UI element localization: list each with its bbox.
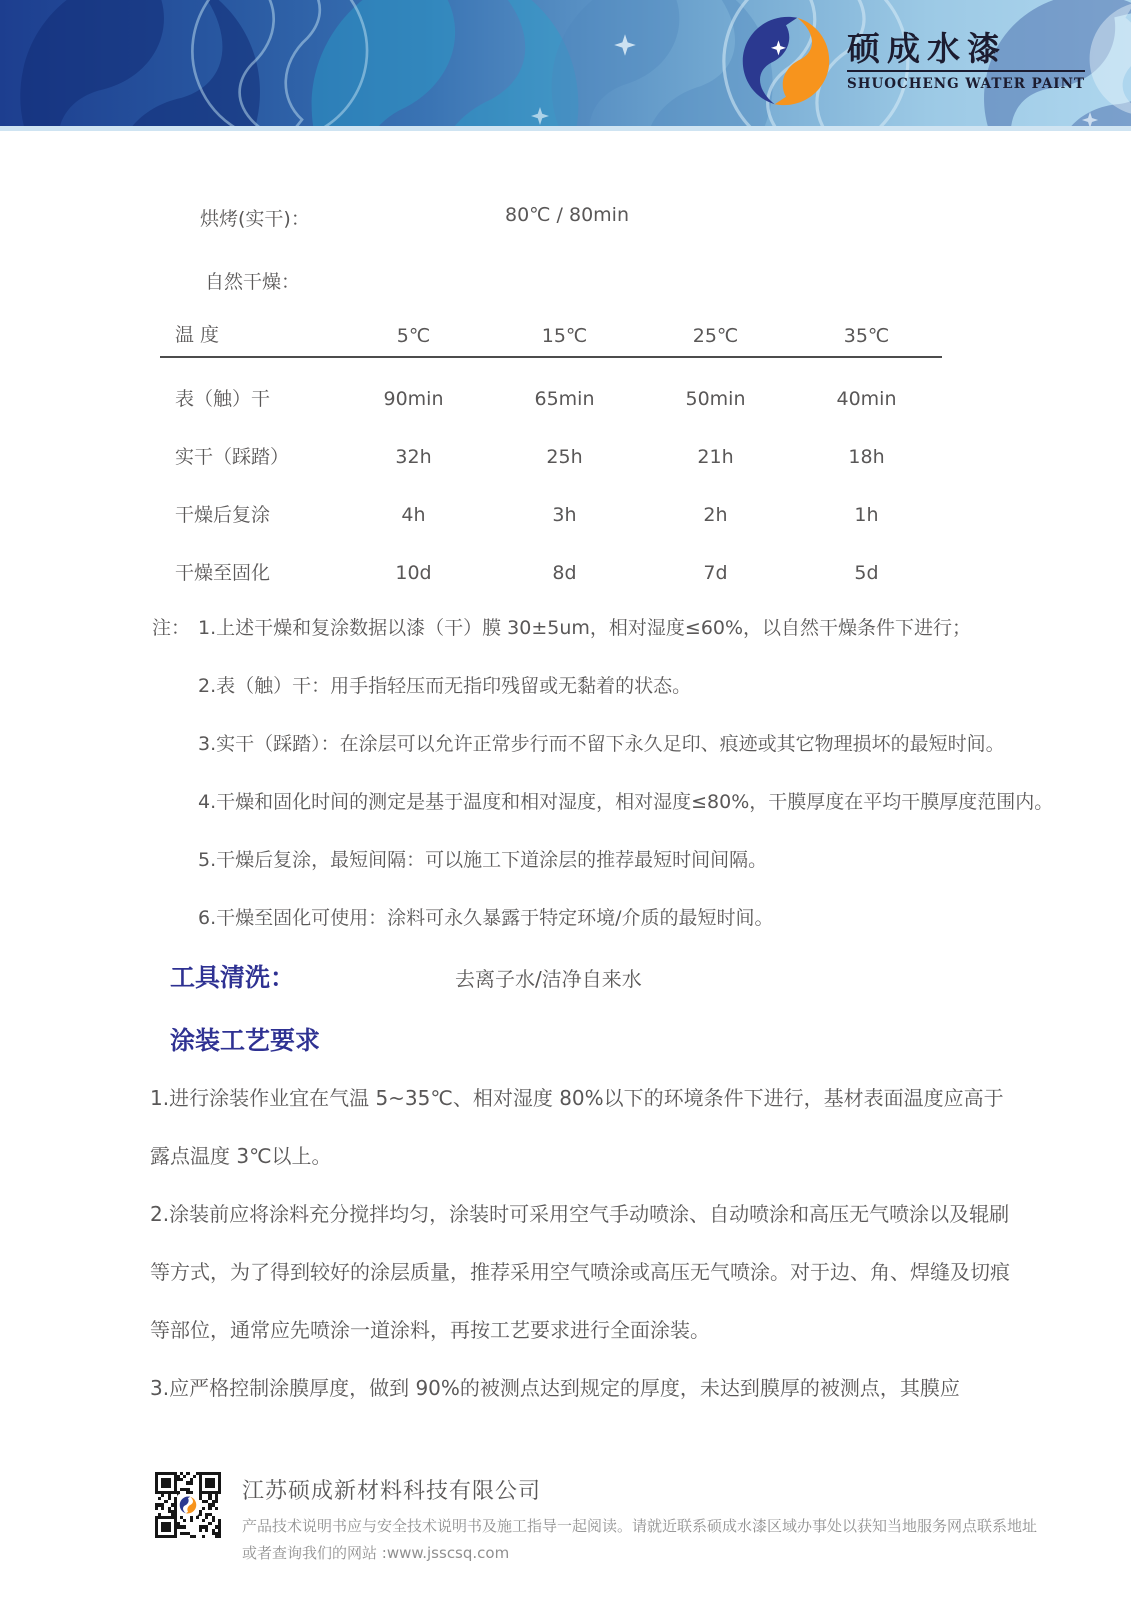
- table-row: [160, 428, 942, 486]
- tool-cleaning-row: [170, 958, 642, 994]
- process-section-heading: 涂装工艺要求: [170, 1026, 321, 1055]
- footer-text-block: [242, 1472, 1037, 1567]
- cell-value: 3h: [552, 504, 577, 526]
- col-header-temperature: 温 度: [175, 324, 220, 346]
- col-header-15c: 15℃: [541, 325, 588, 347]
- brand-rule: [847, 70, 1085, 72]
- tool-cleaning-value: 去离子水/洁净自来水: [455, 967, 642, 991]
- cell-value: 4h: [401, 504, 426, 526]
- process-paragraph: 2.涂装前应将涂料充分搅拌均匀，涂装时可采用空气手动喷涂、自动喷涂和高压无气喷涂以及辊刷等方式，为了得到较好的涂层质量，推荐采用空气喷涂或高压无气喷涂。对于边、角、焊缝及切痕等部位，通常应先喷涂一道涂料，再按工艺要求进行全面涂装。: [150, 1202, 1010, 1342]
- col-header-25c: 25℃: [692, 325, 739, 347]
- brand-logo: [739, 14, 1085, 108]
- table-row: [160, 370, 942, 428]
- qr-code-block: [155, 1472, 221, 1538]
- cell-value: 21h: [697, 446, 734, 468]
- company-name: 江苏硕成新材料科技有限公司: [242, 1479, 542, 1504]
- process-paragraphs: [150, 1069, 1010, 1417]
- cell-value: 32h: [395, 446, 432, 468]
- tool-cleaning-heading: 工具清洗：: [170, 963, 296, 992]
- process-paragraph: 1.进行涂装作业宜在气温 5~35℃、相对湿度 80%以下的环境条件下进行，基材表面温度应高于露点温度 3℃以上。: [150, 1086, 1004, 1168]
- table-row: [160, 544, 942, 602]
- page-footer: [155, 1472, 1041, 1567]
- bake-dry-label: 烘烤(实干)：: [200, 208, 310, 230]
- row-label: 干燥至固化: [175, 562, 271, 584]
- brand-name-en: SHUOCHENG WATER PAINT: [846, 76, 1085, 93]
- col-header-35c: 35℃: [843, 325, 890, 347]
- note-item: 5.干燥后复涂，最短间隔：可以施工下道涂层的推荐最短时间间隔。: [198, 849, 768, 871]
- table-row: [160, 486, 942, 544]
- header-banner: [0, 0, 1131, 131]
- cell-value: 7d: [703, 562, 728, 584]
- note-item: 2.表（触）干：用手指轻压而无指印残留或无黏着的状态。: [198, 675, 692, 697]
- qr-center-logo-icon: [177, 1494, 199, 1516]
- natural-dry-label: 自然干燥：: [205, 271, 301, 293]
- note-item: 3.实干（踩踏）：在涂层可以允许正常步行而不留下永久足印、痕迹或其它物理损坏的最短时间。: [198, 733, 1005, 755]
- notes-section: [152, 599, 1054, 947]
- row-label: 实干（踩踏）: [175, 446, 290, 468]
- cell-value: 90min: [383, 388, 444, 410]
- table-body: [160, 358, 942, 602]
- cell-value: 18h: [848, 446, 885, 468]
- cell-value: 2h: [703, 504, 728, 526]
- brand-name-cn: 硕成水漆: [846, 28, 1007, 68]
- note-item: 4.干燥和固化时间的测定是基于温度和相对湿度，相对湿度≤80%，干膜厚度在平均干膜厚度范围内。: [198, 791, 1054, 813]
- cell-value: 10d: [395, 562, 432, 584]
- cell-value: 5d: [854, 562, 879, 584]
- cell-value: 1h: [854, 504, 879, 526]
- row-label: 干燥后复涂: [175, 504, 271, 526]
- notes-prefix: 注：: [152, 617, 191, 639]
- cell-value: 50min: [685, 388, 746, 410]
- drying-time-table: [160, 320, 942, 602]
- table-header-row: [160, 320, 942, 358]
- bake-dry-value: 80℃ / 80min: [505, 204, 630, 226]
- cell-value: 25h: [546, 446, 583, 468]
- brand-logo-icon: [739, 14, 833, 108]
- notes-list: [152, 599, 1054, 947]
- bake-dry-row: [200, 204, 629, 231]
- process-paragraph: 3.应严格控制涂膜厚度，做到 90%的被测点达到规定的厚度，未达到膜厚的被测点，其膜应: [150, 1376, 960, 1400]
- note-item: 6.干燥至固化可使用：涂料可永久暴露于特定环境/介质的最短时间。: [198, 907, 774, 929]
- col-header-5c: 5℃: [396, 325, 431, 347]
- row-label: 表（触）干: [175, 388, 271, 410]
- brand-logo-text: [847, 30, 1085, 93]
- cell-value: 65min: [534, 388, 595, 410]
- footer-note-line2: 或者查询我们的网站 :www.jsscsq.com: [242, 1544, 510, 1562]
- footer-note-line1: 产品技术说明书应与安全技术说明书及施工指导一起阅读。请就近联系硕成水漆区域办事处以获知当地服务网点联系地址: [242, 1517, 1038, 1535]
- note-item: 1.上述干燥和复涂数据以漆（干）膜 30±5um，相对湿度≤60%，以自然干燥条件下进行；: [198, 617, 972, 639]
- cell-value: 40min: [836, 388, 897, 410]
- cell-value: 8d: [552, 562, 577, 584]
